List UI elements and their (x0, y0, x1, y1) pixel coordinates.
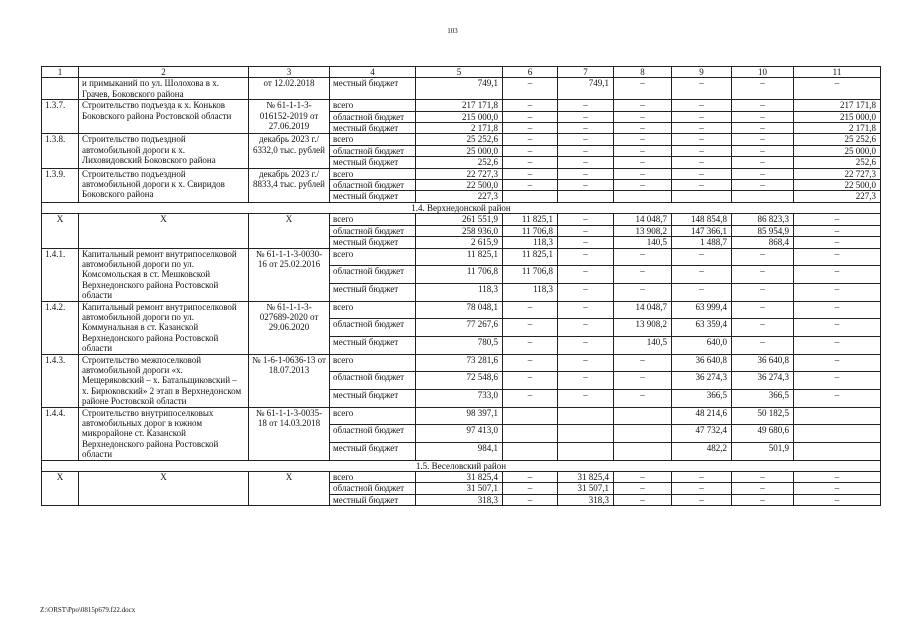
value-cell: 72 548,6 (416, 372, 503, 390)
value-cell: 318,3 (416, 494, 503, 505)
funding-source: областной бюджет (330, 266, 416, 284)
item-document: Х (249, 472, 330, 506)
value-cell (503, 425, 558, 443)
value-cell: – (503, 123, 558, 134)
header-cell: 3 (249, 67, 330, 78)
value-cell: – (672, 145, 732, 156)
funding-source: областной бюджет (330, 225, 416, 236)
value-cell: – (614, 472, 672, 483)
page-number: 103 (447, 27, 458, 35)
value-cell: – (614, 389, 672, 407)
value-cell: 97 413,0 (416, 425, 503, 443)
value-cell: – (503, 157, 558, 168)
value-cell: – (558, 372, 614, 390)
value-cell: – (794, 372, 881, 390)
value-cell (614, 442, 672, 460)
value-cell: – (672, 483, 732, 494)
value-cell: – (732, 336, 794, 354)
value-cell: – (794, 354, 881, 372)
funding-source: всего (330, 354, 416, 372)
value-cell: 73 281,6 (416, 354, 503, 372)
value-cell (732, 191, 794, 202)
value-cell (794, 442, 881, 460)
value-cell (558, 425, 614, 443)
item-document: декабрь 2023 г./ 6332,0 тыс. рублей (249, 134, 330, 168)
value-cell: 85 954,9 (732, 225, 794, 236)
value-cell: – (794, 494, 881, 505)
item-document: № 61-1-1-3-016152-2019 от 27.06.2019 (249, 100, 330, 134)
item-name: Капитальный ремонт внутрипоселковой автомобильной дороги по ул. Комсомольская в ст. Мешковской Верхнедонского района Ростовской области (79, 248, 249, 301)
value-cell: – (732, 123, 794, 134)
item-name: Строительство подъездной автомобильной дороги к х. Лиховидовский Боковского района (79, 134, 249, 168)
table-row (42, 354, 881, 372)
value-cell: – (672, 472, 732, 483)
value-cell: – (732, 283, 794, 301)
value-cell: – (503, 354, 558, 372)
value-cell: – (732, 100, 794, 111)
value-cell: 22 727,3 (794, 168, 881, 179)
value-cell: 49 680,6 (732, 425, 794, 443)
funding-source: местный бюджет (330, 191, 416, 202)
funding-source: областной бюджет (330, 145, 416, 156)
value-cell: 2 615,9 (416, 237, 503, 248)
value-cell: – (614, 168, 672, 179)
value-cell (558, 407, 614, 425)
value-cell: – (732, 483, 794, 494)
value-cell: 31 825,4 (416, 472, 503, 483)
value-cell: – (794, 225, 881, 236)
header-cell: 10 (732, 67, 794, 78)
value-cell: – (794, 283, 881, 301)
item-number: 1.3.7. (42, 100, 79, 134)
value-cell: – (558, 336, 614, 354)
table-body (42, 67, 881, 506)
value-cell: – (558, 134, 614, 145)
value-cell: – (503, 372, 558, 390)
value-cell: – (794, 214, 881, 225)
funding-source: местный бюджет (330, 78, 416, 100)
value-cell: – (558, 225, 614, 236)
value-cell: – (794, 78, 881, 100)
table-row (42, 78, 881, 100)
value-cell: – (558, 100, 614, 111)
funding-source: всего (330, 100, 416, 111)
value-cell: 11 706,8 (503, 225, 558, 236)
value-cell (503, 407, 558, 425)
value-cell: – (732, 145, 794, 156)
value-cell: – (503, 180, 558, 191)
value-cell: – (614, 100, 672, 111)
header-cell: 1 (42, 67, 79, 78)
value-cell: 140,5 (614, 237, 672, 248)
value-cell: 13 908,2 (614, 225, 672, 236)
value-cell: – (672, 134, 732, 145)
value-cell: – (614, 123, 672, 134)
value-cell: 31 507,1 (558, 483, 614, 494)
value-cell: – (732, 180, 794, 191)
value-cell: – (558, 248, 614, 266)
value-cell: – (794, 301, 881, 319)
value-cell: – (794, 472, 881, 483)
value-cell: – (503, 145, 558, 156)
value-cell: 86 823,3 (732, 214, 794, 225)
value-cell: – (503, 336, 558, 354)
value-cell: – (794, 237, 881, 248)
item-number: Х (42, 472, 79, 506)
value-cell: – (558, 266, 614, 284)
value-cell: – (614, 145, 672, 156)
value-cell: – (672, 494, 732, 505)
value-cell: – (794, 266, 881, 284)
header-cell: 8 (614, 67, 672, 78)
value-cell: 984,1 (416, 442, 503, 460)
value-cell: – (558, 237, 614, 248)
value-cell: 501,9 (732, 442, 794, 460)
header-cell: 6 (503, 67, 558, 78)
value-cell: – (732, 472, 794, 483)
table-row (42, 168, 881, 179)
value-cell: – (672, 266, 732, 284)
funding-source: местный бюджет (330, 157, 416, 168)
value-cell: 118,3 (503, 283, 558, 301)
value-cell: – (672, 168, 732, 179)
item-number (42, 78, 79, 100)
value-cell: 31 507,1 (416, 483, 503, 494)
funding-source: местный бюджет (330, 494, 416, 505)
table-row (42, 301, 881, 319)
item-document: № 1-6-1-0636-13 от 18.07.2013 (249, 354, 330, 407)
funding-source: областной бюджет (330, 372, 416, 390)
value-cell: 22 500,0 (794, 180, 881, 191)
value-cell: – (503, 319, 558, 337)
funding-source: местный бюджет (330, 283, 416, 301)
value-cell: – (614, 78, 672, 100)
value-cell (503, 191, 558, 202)
value-cell: 31 825,4 (558, 472, 614, 483)
value-cell: 868,4 (732, 237, 794, 248)
value-cell: 63 999,4 (672, 301, 732, 319)
value-cell: 36 274,3 (732, 372, 794, 390)
value-cell (614, 191, 672, 202)
value-cell: 36 640,8 (732, 354, 794, 372)
value-cell: 140,5 (614, 336, 672, 354)
value-cell: 215 000,0 (794, 111, 881, 122)
item-name: Строительство межпоселковой автомобильной дороги «х. Мещеряковский – х. Батальщиковский – х. Бирюковский» 2 этап в Верхнедонском районе Ростовской области (79, 354, 249, 407)
value-cell: – (672, 248, 732, 266)
table-row (42, 472, 881, 483)
funding-source: всего (330, 168, 416, 179)
value-cell: – (672, 100, 732, 111)
value-cell: – (614, 283, 672, 301)
funding-source: местный бюджет (330, 237, 416, 248)
value-cell: 14 048,7 (614, 214, 672, 225)
value-cell: – (732, 168, 794, 179)
value-cell: 78 048,1 (416, 301, 503, 319)
value-cell: 25 252,6 (416, 134, 503, 145)
value-cell: – (672, 111, 732, 122)
value-cell: – (732, 78, 794, 100)
value-cell: – (794, 483, 881, 494)
value-cell: 258 936,0 (416, 225, 503, 236)
value-cell: – (614, 483, 672, 494)
value-cell: 11 825,1 (416, 248, 503, 266)
value-cell: 733,0 (416, 389, 503, 407)
value-cell: – (558, 168, 614, 179)
value-cell: 25 000,0 (794, 145, 881, 156)
value-cell: – (794, 336, 881, 354)
value-cell: – (614, 372, 672, 390)
header-cell: 7 (558, 67, 614, 78)
value-cell: 47 732,4 (672, 425, 732, 443)
value-cell: – (672, 157, 732, 168)
item-document: № 61-1-1-3-027689-2020 от 29.06.2020 (249, 301, 330, 354)
header-cell: 11 (794, 67, 881, 78)
item-number: 1.3.8. (42, 134, 79, 168)
table-row (42, 100, 881, 111)
funding-source: всего (330, 214, 416, 225)
table-row (42, 248, 881, 266)
value-cell: 318,3 (558, 494, 614, 505)
value-cell: – (614, 111, 672, 122)
value-cell: 366,5 (732, 389, 794, 407)
item-number: 1.4.3. (42, 354, 79, 407)
value-cell: – (614, 180, 672, 191)
value-cell: – (503, 168, 558, 179)
value-cell: – (672, 123, 732, 134)
header-cell: 2 (79, 67, 249, 78)
value-cell (794, 407, 881, 425)
table-row (42, 134, 881, 145)
item-document: декабрь 2023 г./ 8833,4 тыс. рублей (249, 168, 330, 202)
value-cell: – (732, 494, 794, 505)
value-cell: 11 706,8 (416, 266, 503, 284)
section-row (42, 202, 881, 213)
header-cell: 5 (416, 67, 503, 78)
table-row (42, 407, 881, 425)
value-cell: – (614, 266, 672, 284)
item-number: 1.4.4. (42, 407, 79, 460)
item-number: 1.4.2. (42, 301, 79, 354)
value-cell: 14 048,7 (614, 301, 672, 319)
value-cell: – (558, 354, 614, 372)
value-cell: – (503, 483, 558, 494)
value-cell: 147 366,1 (672, 225, 732, 236)
item-name: Строительство подъезда к х. Коньков Боковского района Ростовской области (79, 100, 249, 134)
value-cell: 261 551,9 (416, 214, 503, 225)
funding-source: всего (330, 407, 416, 425)
funding-source: всего (330, 134, 416, 145)
header-cell: 9 (672, 67, 732, 78)
item-document: от 12.02.2018 (249, 78, 330, 100)
table-row (42, 214, 881, 225)
value-cell: 118,3 (503, 237, 558, 248)
value-cell: – (732, 134, 794, 145)
value-cell: – (614, 494, 672, 505)
value-cell: – (558, 123, 614, 134)
item-number: 1.4.1. (42, 248, 79, 301)
value-cell: – (732, 157, 794, 168)
funding-source: областной бюджет (330, 111, 416, 122)
value-cell: – (732, 248, 794, 266)
value-cell: 252,6 (794, 157, 881, 168)
funding-source: местный бюджет (330, 336, 416, 354)
funding-source: областной бюджет (330, 483, 416, 494)
value-cell (558, 442, 614, 460)
value-cell: – (794, 389, 881, 407)
value-cell: – (672, 283, 732, 301)
section-title: 1.5. Веселовский район (42, 460, 881, 471)
funding-source: областной бюджет (330, 319, 416, 337)
value-cell (672, 191, 732, 202)
value-cell (503, 442, 558, 460)
value-cell: – (614, 157, 672, 168)
item-name: Строительство внутрипоселковых автомобильных дорог в южном микрорайоне ст. Казанской Верхнедонского района Ростовской области (79, 407, 249, 460)
value-cell: 11 825,1 (503, 214, 558, 225)
value-cell: – (503, 301, 558, 319)
value-cell: – (732, 301, 794, 319)
value-cell: – (503, 389, 558, 407)
value-cell: 749,1 (558, 78, 614, 100)
value-cell (614, 407, 672, 425)
value-cell: 227,3 (416, 191, 503, 202)
item-document: № 61-1-1-3-0030-16 от 25.02.2016 (249, 248, 330, 301)
value-cell: – (503, 472, 558, 483)
value-cell: 2 171,8 (416, 123, 503, 134)
value-cell: 640,0 (672, 336, 732, 354)
value-cell: 77 267,6 (416, 319, 503, 337)
value-cell: 98 397,1 (416, 407, 503, 425)
funding-source: всего (330, 248, 416, 266)
value-cell: – (614, 134, 672, 145)
funding-source: местный бюджет (330, 123, 416, 134)
value-cell: 36 274,3 (672, 372, 732, 390)
value-cell: – (794, 248, 881, 266)
value-cell: 366,5 (672, 389, 732, 407)
value-cell: – (558, 157, 614, 168)
value-cell: – (614, 354, 672, 372)
value-cell: 215 000,0 (416, 111, 503, 122)
value-cell: – (732, 266, 794, 284)
value-cell: 11 825,1 (503, 248, 558, 266)
value-cell: – (732, 111, 794, 122)
program-table (41, 66, 881, 506)
header-cell: 4 (330, 67, 416, 78)
item-name: Х (79, 214, 249, 248)
item-name: Х (79, 472, 249, 506)
item-name: Капитальный ремонт внутрипоселковой автомобильной дороги по ул. Коммунальная в ст. Казанской Верхнедонского района Ростовской области (79, 301, 249, 354)
value-cell: 252,6 (416, 157, 503, 168)
funding-source: местный бюджет (330, 442, 416, 460)
value-cell: 148 854,8 (672, 214, 732, 225)
value-cell: – (794, 319, 881, 337)
value-cell: – (558, 301, 614, 319)
value-cell: – (503, 111, 558, 122)
value-cell: – (558, 319, 614, 337)
value-cell: 63 359,4 (672, 319, 732, 337)
funding-source: областной бюджет (330, 180, 416, 191)
item-name: и примыканий по ул. Шолохова в х. Грачев, Боковского района (79, 78, 249, 100)
value-cell: 25 252,6 (794, 134, 881, 145)
value-cell: 36 640,8 (672, 354, 732, 372)
value-cell: 13 908,2 (614, 319, 672, 337)
value-cell: – (672, 78, 732, 100)
section-row (42, 460, 881, 471)
value-cell: 11 706,8 (503, 266, 558, 284)
value-cell: 22 727,3 (416, 168, 503, 179)
item-number: 1.3.9. (42, 168, 79, 202)
value-cell: – (503, 494, 558, 505)
value-cell: – (503, 100, 558, 111)
funding-source: всего (330, 472, 416, 483)
value-cell: – (503, 78, 558, 100)
value-cell (558, 191, 614, 202)
value-cell: 22 500,0 (416, 180, 503, 191)
header-row (42, 67, 881, 78)
value-cell: 482,2 (672, 442, 732, 460)
file-path: Z:\ORST\Ppo\0815p679.f22.docx (40, 606, 136, 614)
value-cell: 25 000,0 (416, 145, 503, 156)
value-cell: 227,3 (794, 191, 881, 202)
value-cell: – (558, 145, 614, 156)
value-cell: 50 182,5 (732, 407, 794, 425)
section-title: 1.4. Верхнедонской район (42, 202, 881, 213)
value-cell: 1 488,7 (672, 237, 732, 248)
value-cell: – (672, 180, 732, 191)
value-cell: 217 171,8 (794, 100, 881, 111)
value-cell: 2 171,8 (794, 123, 881, 134)
value-cell: 780,5 (416, 336, 503, 354)
value-cell: – (558, 180, 614, 191)
value-cell: – (558, 111, 614, 122)
value-cell: 217 171,8 (416, 100, 503, 111)
value-cell: 48 214,6 (672, 407, 732, 425)
item-document: Х (249, 214, 330, 248)
value-cell: – (558, 214, 614, 225)
value-cell (794, 425, 881, 443)
item-number: Х (42, 214, 79, 248)
item-document: № 61-1-1-3-0035-18 от 14.03.2018 (249, 407, 330, 460)
value-cell: – (558, 389, 614, 407)
value-cell: – (558, 283, 614, 301)
funding-source: местный бюджет (330, 389, 416, 407)
value-cell: 749,1 (416, 78, 503, 100)
value-cell: – (614, 248, 672, 266)
value-cell (614, 425, 672, 443)
funding-source: областной бюджет (330, 425, 416, 443)
value-cell: – (503, 134, 558, 145)
funding-source: всего (330, 301, 416, 319)
value-cell: – (732, 319, 794, 337)
value-cell: 118,3 (416, 283, 503, 301)
item-name: Строительство подъездной автомобильной дороги к х. Свиридов Боковского района (79, 168, 249, 202)
